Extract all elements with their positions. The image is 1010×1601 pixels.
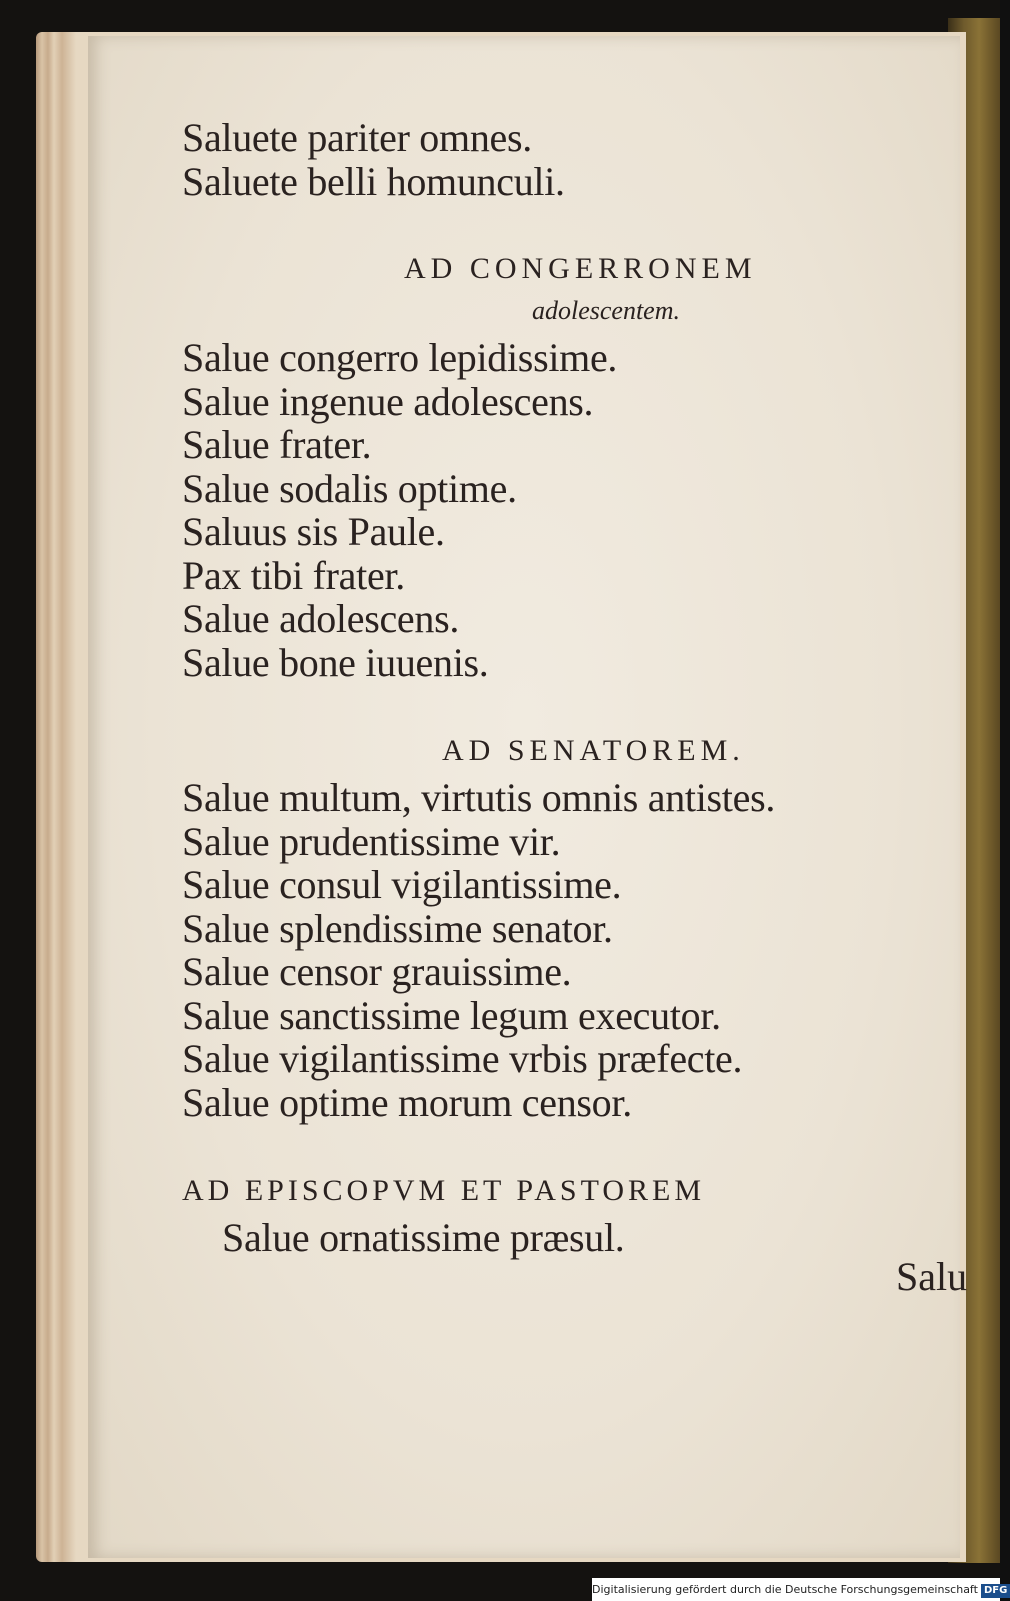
- section-congerronem: [182, 336, 617, 684]
- section-heading: AD EPISCOPVM ET PASTOREM: [182, 1174, 706, 1207]
- text-line: Salue optime morum censor.: [182, 1079, 632, 1125]
- section-subheading: adolescentem.: [532, 296, 681, 325]
- section-heading: AD CONGERRONEM: [404, 252, 757, 285]
- dfg-logo-icon: DFG: [981, 1584, 1010, 1598]
- text-line: Salue splendissime senator.: [182, 905, 613, 951]
- text-line: Salue sodalis optime.: [182, 465, 517, 511]
- section-senatorem: [182, 776, 775, 1124]
- footer-text: Digitalisierung gefördert durch die Deutsche Forschungsgemeinschaft: [592, 1583, 978, 1596]
- text-line: Salue ornatissime præsul.: [222, 1215, 625, 1260]
- text-line: Salue sanctissime legum executor.: [182, 992, 721, 1038]
- footer-credit: [592, 1578, 1008, 1601]
- text-line: Salue frater.: [182, 422, 372, 467]
- text-line: Salue congerro lepidissime.: [182, 335, 618, 380]
- catchword: Salu: [896, 1254, 968, 1299]
- text-line: Salue multum, virtutis omnis antistes.: [182, 775, 776, 820]
- section-episcopum: [222, 1216, 624, 1260]
- section-heading: AD SENATOREM.: [442, 734, 745, 767]
- text-line: Saluete pariter omnes.: [182, 115, 532, 160]
- section-continuation: [182, 116, 565, 203]
- text-line: Salue vigilantissime vrbis præfecte.: [182, 1036, 743, 1081]
- text-line: Salue ingenue adolescens.: [182, 378, 594, 424]
- text-line: Salue prudentissime vir.: [182, 818, 561, 864]
- text-line: Salue adolescens.: [182, 596, 460, 641]
- text-line: Salue censor grauissime.: [182, 949, 572, 994]
- text-line: Salue bone iuuenis.: [182, 639, 489, 685]
- text-line: Saluus sis Paule.: [182, 509, 445, 554]
- text-line: Saluete belli homunculi.: [182, 158, 565, 204]
- text-line: Pax tibi frater.: [182, 552, 405, 598]
- text-line: Salue consul vigilantissime.: [182, 862, 622, 907]
